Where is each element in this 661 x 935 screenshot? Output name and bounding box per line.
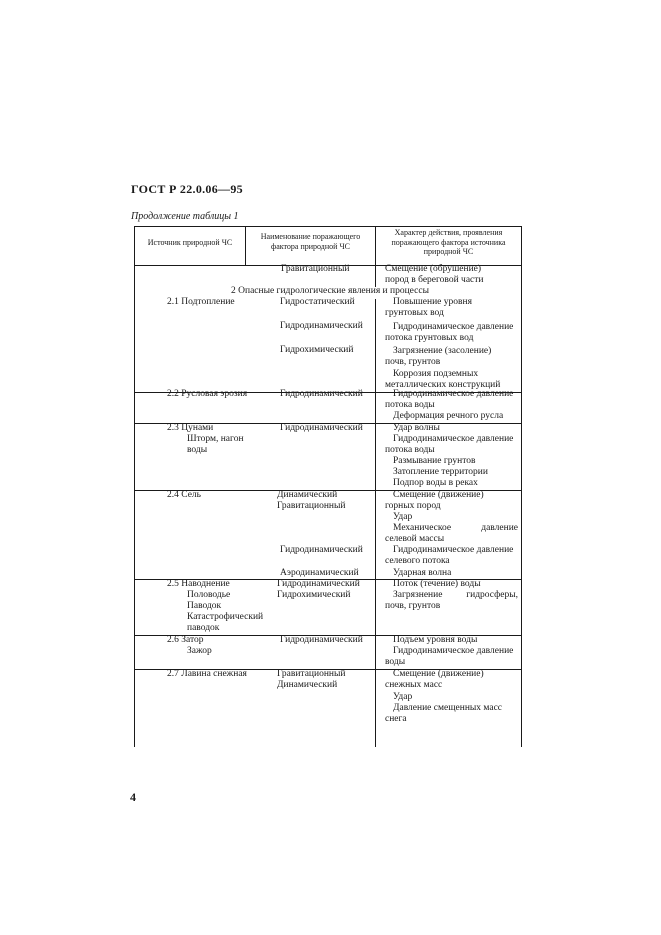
effect-cell: Размывание грунтов xyxy=(393,456,476,466)
header-col-effect: Характер действия, проявления поражающего фактора источника природной ЧС xyxy=(391,228,506,256)
source-cell: Зажор xyxy=(187,646,212,656)
effect-cell: Смещение (обрушение) xyxy=(385,264,482,274)
effect-cell: снега xyxy=(385,714,407,724)
factor-cell: Динамический xyxy=(277,490,338,500)
effect-cell: грунтовых вод xyxy=(385,308,444,318)
header-col-factor: Наименование поражающего фактора природной ЧС xyxy=(260,232,361,251)
effect-cell: Подъем уровня воды xyxy=(393,635,478,645)
factor-cell: Гидростатический xyxy=(280,297,355,307)
effect-cell: пород в береговой части xyxy=(385,275,484,285)
source-cell: 2.5 Наводнение xyxy=(167,579,230,589)
effect-cell: почв, грунтов xyxy=(385,601,441,611)
source-cell: 2.4 Сель xyxy=(167,490,201,500)
effect-cell: Удар волны xyxy=(393,423,440,433)
effect-cell: Давление смещенных масс xyxy=(393,703,503,713)
effect-cell: Механическое давление xyxy=(393,523,518,533)
effect-cell: Загрязнение (засоление) xyxy=(393,346,492,356)
col-divider-1-header xyxy=(245,226,246,266)
factor-cell: Динамический xyxy=(277,680,338,690)
effect-cell: Деформация речного русла xyxy=(393,411,504,421)
factor-cell: Гидродинамический xyxy=(280,389,363,399)
source-cell: 2.2 Русловая эрозия xyxy=(167,389,248,399)
factor-cell: Гравитационный xyxy=(281,264,350,274)
factor-cell: Гравитационный xyxy=(277,669,346,679)
source-cell: Шторм, нагон xyxy=(187,434,244,444)
effect-cell: Поток (течение) воды xyxy=(393,579,481,589)
effect-cell: Смещение (движение) xyxy=(393,669,484,679)
effect-cell: селевого потока xyxy=(385,556,450,566)
header-col-source: Источник природной ЧС xyxy=(147,238,233,247)
effect-cell: Гидродинамическое давление xyxy=(393,389,514,399)
effect-cell: Коррозия подземных xyxy=(393,369,479,379)
table-top-border xyxy=(134,226,522,227)
effect-cell: Гидродинамическое давление xyxy=(393,434,514,444)
effect-cell: Гидродинамическое давление xyxy=(393,646,514,656)
source-cell: паводок xyxy=(187,623,220,633)
source-cell: 2.6 Затор xyxy=(167,635,204,645)
effect-cell: потока грунтовых вод xyxy=(385,333,474,343)
effect-cell: Подпор воды в реках xyxy=(393,478,478,488)
factor-cell: Гидродинамический xyxy=(280,635,363,645)
effect-cell: потока воды xyxy=(385,400,435,410)
col-divider-2-header xyxy=(375,226,376,266)
page-header: ГОСТ Р 22.0.06—95 xyxy=(131,182,243,196)
effect-cell: Гидродинамическое давление xyxy=(393,545,514,555)
section-heading: 2 Опасные гидрологические явления и процессы xyxy=(231,286,429,296)
effect-cell: Повышение уровня xyxy=(393,297,472,307)
effect-cell: Гидродинамическое давление xyxy=(393,322,514,332)
source-cell: 2.7 Лавина снежная xyxy=(167,669,247,679)
effect-cell: воды xyxy=(385,657,406,667)
factor-cell: Аэродинамический xyxy=(280,568,359,578)
effect-cell: снежных масс xyxy=(385,680,443,690)
source-cell: 2.3 Цунами xyxy=(167,423,214,433)
table-caption: Продолжение таблицы 1 xyxy=(131,211,239,222)
effect-cell: потока воды xyxy=(385,445,435,455)
col-divider-2 xyxy=(375,266,376,287)
factor-cell: Гравитационный xyxy=(277,501,346,511)
source-cell: воды xyxy=(187,445,208,455)
effect-cell: горных пород xyxy=(385,501,441,511)
effect-cell: селевой массы xyxy=(385,534,445,544)
factor-cell: Гидродинамический xyxy=(280,321,363,331)
effect-cell: Затопление территории xyxy=(393,467,488,477)
source-cell: Паводок xyxy=(187,601,222,611)
effect-cell: почв, грунтов xyxy=(385,357,441,367)
factor-cell: Гидродинамический xyxy=(280,423,363,433)
effect-cell: Смещение (движение) xyxy=(393,490,484,500)
factor-cell: Гидрохимический xyxy=(277,590,351,600)
effect-cell: Загрязнение гидросферы, xyxy=(393,590,518,600)
source-cell: Половодье xyxy=(187,590,231,600)
effect-cell: металлических конструкций xyxy=(385,380,501,390)
effect-cell: Ударная волна xyxy=(393,568,452,578)
factor-cell: Гидродинамический xyxy=(280,545,363,555)
effect-cell: Удар xyxy=(393,512,413,522)
hazard-table xyxy=(134,226,522,747)
source-cell: Катастрофический xyxy=(187,612,264,622)
factor-cell: Гидрохимический xyxy=(280,345,354,355)
col-divider-2 xyxy=(375,299,376,747)
effect-cell: Удар xyxy=(393,692,413,702)
page-number: 4 xyxy=(130,790,136,804)
factor-cell: Гидродинамический xyxy=(277,579,360,589)
source-cell: 2.1 Подтопление xyxy=(167,297,235,307)
